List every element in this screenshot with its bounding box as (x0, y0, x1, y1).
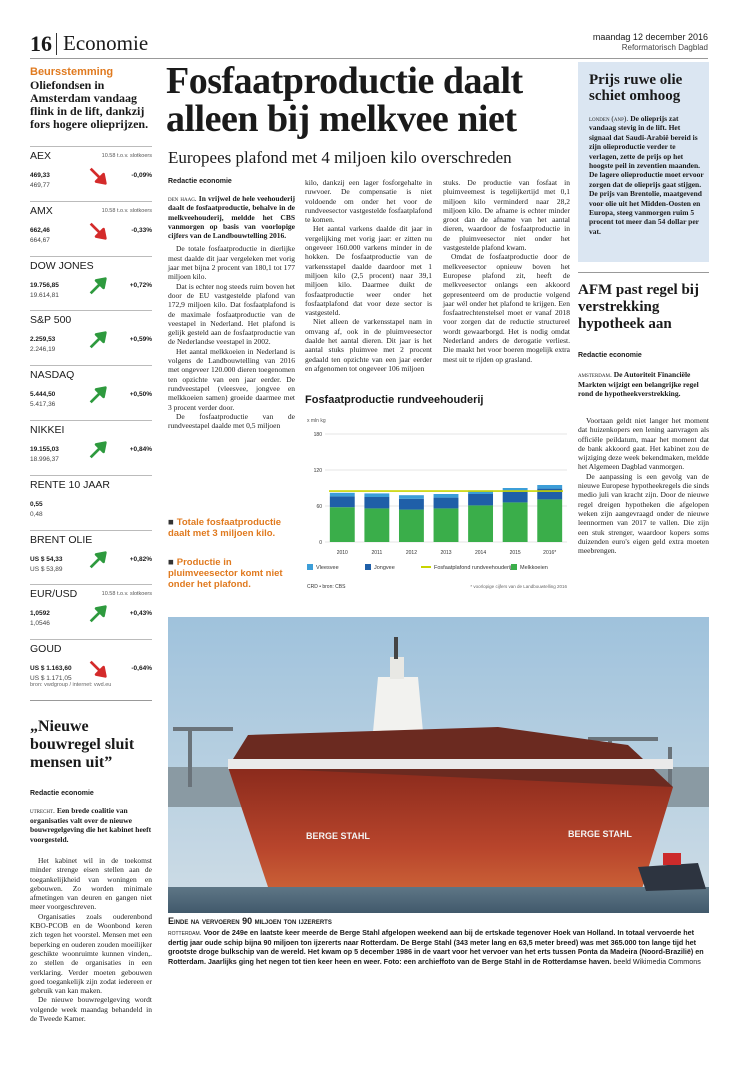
bar-melkkoeien (330, 507, 355, 542)
index-name: EUR/USD (30, 588, 78, 601)
index-change: +0,84% (129, 446, 152, 453)
afm-body (578, 416, 709, 555)
afm-lead-text: De Autoriteit Financiële Markten wijzigt een belangrijke regel rond de hypotheekverstrekking. (578, 370, 699, 398)
index-previous: 2.246,19 (30, 346, 56, 354)
paragraph: Omdat de fosfaatproductie door de melkveesector opnieuw boven het Europese plafond zit, heeft de melkveesector onlangs een akkoord gepresenteerd om de productie volgend jaar wél onder het plafond te krijgen. Een fosfaatrechtenstelsel moet er vanaf 2018 voor zorgen dat de reductie structureel wordt gewaarborgd. Het is nodig omdat Nederland anders de derogatie verliest. Die maakt het voor boeren mogelijk extra mest uit te rijden op grasland. (443, 252, 570, 364)
paper-name: Reformatorisch Dagblad (621, 43, 708, 52)
index-change: -0,09% (131, 172, 152, 179)
bar-melkkoeien (364, 508, 389, 542)
bouwregel-headline: „Nieuwe bouwregel sluit mensen uit” (30, 718, 135, 771)
issue-date: maandag 12 december 2016 (592, 32, 708, 42)
paragraph: Het kabinet wil in de toekomst minder strenge eisen stellen aan de toegankelijkheid van woningen en gebouwen. Zo worden minimale afmetingen van deuren en gangen niet meer voorgeschreven. (30, 856, 152, 912)
main-column-1 (168, 194, 295, 430)
index-change: +0,82% (129, 555, 152, 563)
y-tick-label: 0 (319, 540, 322, 546)
index-row (30, 310, 152, 366)
index-value: 5.444,50 (30, 391, 56, 399)
water (168, 887, 709, 913)
header-divider (56, 33, 57, 55)
paragraph: Het aantal melkkoeien in Nederland is volgens de Landbouwtelling van 2016 met ongeveer 120.000 dieren toegenomen ten opzichte van een jaar eerder. De rundveestapel (vleesvee, jongvee en melkkoeien samen) groeide daarmee met 3 procent verder door. (168, 346, 295, 412)
arrow-down-icon (87, 165, 109, 187)
afm-lead (578, 370, 709, 399)
bar-melkkoeien (399, 510, 424, 542)
bar-melkkoeien (503, 502, 528, 542)
index-value: 19.756,85 (30, 281, 59, 289)
bar-jongvee (399, 499, 424, 510)
index-previous: 0,48 (30, 510, 43, 518)
highlight-text: Totale fosfaatproductie daalt met 3 miljoen kilo. (168, 517, 282, 539)
index-change: +0,59% (129, 336, 152, 344)
index-change: +0,43% (129, 610, 152, 618)
main-lead-text: In vrijwel de hele veehouderij daalt de fosfaatproductie, behalve in de melkveehouderij, meldde het CBS vanmorgen op basis van voorlopige cijfers van de Landbouwtelling 2016. (168, 194, 296, 241)
phosphate-chart (305, 408, 570, 596)
paragraph: Niet alleen de varkensstapel nam in omvang af, ook in de pluimveesector daalde het aantal dieren. Dit jaar is het aantal stuks pluimvee met 2 procent gedaald ten opzichte van een jaar eerder en afgenomen tot ongeveer 106 miljoen (305, 317, 432, 373)
bouwregel-lead (30, 806, 152, 844)
index-name: S&P 500 (30, 314, 72, 327)
index-value: 662,46 (30, 226, 50, 234)
mast (390, 657, 404, 679)
index-previous: 5.417,36 (30, 401, 56, 409)
paragraph: Voortaan geldt niet langer het moment dat huizenkopers een lening aanvragen als officiële peildatum, maar het moment dat de bank akkoord gaat. Het kabinet zou de wijziging deze week bekendmaken, meldde het Algemeen Dagblad vanmorgen. (578, 416, 709, 472)
index-name: DOW JONES (30, 259, 94, 272)
arrow-up-icon (87, 384, 109, 406)
bullet-square-icon: ■ (168, 557, 174, 568)
ship-photo (168, 617, 709, 913)
paragraph: De aanpassing is een gevolg van de nieuwe Europese hypotheekregels die sinds medio juli van kracht zijn. Door de nieuwe regel dreigen hypotheken die afgelopen weken zijn aangevraagd onder de nieuwe leennormen van 2017 te vallen. Die zijn een stuk strenger, waardoor kopers soms duizenden euro's eigen geld extra moeten meebrengen. (578, 471, 709, 556)
main-column-3 (443, 178, 570, 364)
index-row (30, 475, 152, 531)
main-lead (168, 194, 295, 240)
bouwregel-body (30, 856, 152, 1023)
index-previous: 18.996,37 (30, 456, 59, 463)
index-row (30, 530, 152, 586)
bar-jongvee (468, 494, 493, 505)
x-tick-label: 2013 (440, 550, 452, 556)
legend-label: Fosfaatplafond rundveehouderij (434, 565, 512, 571)
index-value: 19.155,03 (30, 446, 59, 453)
x-tick-label: 2016* (543, 550, 557, 556)
bar-vleesvee (364, 493, 389, 497)
index-value: US $ 1.163,60 (30, 665, 72, 673)
index-previous: US $ 1.171,05 (30, 675, 72, 683)
ship-name-bow: BERGE STAHL (568, 829, 632, 839)
bullet-square-icon: ■ (168, 517, 174, 528)
ship-name-port: BERGE STAHL (306, 831, 370, 841)
index-row (30, 256, 152, 312)
bouwregel-place: utrecht. (30, 806, 55, 815)
index-name: NIKKEI (30, 424, 65, 436)
y-tick-label: 60 (316, 504, 322, 510)
paragraph: De fosfaatproductie van de rundveestapel daalde met 0,5 miljoen (168, 411, 295, 431)
x-tick-label: 2011 (371, 550, 383, 556)
arrow-up-icon (87, 275, 109, 297)
bar-vleesvee (330, 493, 355, 497)
bar-vleesvee (434, 494, 459, 498)
bar-vleesvee (537, 485, 562, 489)
highlight-quote-1 (168, 517, 295, 539)
index-value: US $ 54,33 (30, 555, 63, 563)
caption-text: Voor de 249e en laatste keer meerde de Berge Stahl afgelopen weekend aan bij de ertskade tegenover Hoek van Holland. In totaal vervoerde het dertig jaar oude schip bijna 90 miljoen ton ijzererts naar Rotterdam. De Berge Stahl (343 meter lang en 63,5 meter breed) was met 365.000 ton lange tijd het grootste droge bulkschip van de wereld. Het kwam op 5 december 1986 in de vaart voor het vervoer van het erts tussen Ponta da Madeira (Noord-Brazilië) en Rotterdam. Jaarlijks ging het negen tot tien keer heen en weer. Foto: een archieffoto van de Berge Stahl in de Rotterdamse haven. (168, 928, 704, 966)
bar-melkkoeien (537, 499, 562, 542)
section-title: Economie (63, 31, 149, 55)
photo-credit: beeld Wikimedia Commons (613, 956, 701, 966)
index-name: AEX (30, 150, 52, 162)
y-tick-label: 120 (313, 468, 322, 474)
header-rule (30, 58, 708, 59)
y-tick-label: 180 (313, 432, 322, 438)
index-change: -0,33% (131, 226, 152, 234)
chart-source: CRD • bron: CBS (307, 584, 346, 590)
photo-caption-head: Einde na vervoeren 90 miljoen ton ijzererts (168, 916, 332, 926)
beurs-headline: Oliefondsen in Amsterdam vandaag flink in de lift, dankzij fors hogere olieprijzen. (30, 78, 149, 131)
beurs-kicker: Beursstemming (30, 66, 114, 78)
bar-jongvee (503, 492, 528, 503)
arrow-down-icon (87, 658, 109, 680)
highlight-quote-2 (168, 557, 295, 590)
legend-swatch (511, 564, 517, 570)
index-previous: US $ 53,89 (30, 565, 63, 573)
tugboat-cabin (663, 853, 681, 865)
bar-melkkoeien (468, 505, 493, 542)
afm-byline: Redactie economie (578, 352, 642, 359)
index-value: 2.259,53 (30, 336, 56, 344)
afm-place: amsterdam. (578, 370, 612, 379)
index-previous: 1,0546 (30, 620, 50, 628)
index-change: +0,72% (129, 281, 152, 289)
olie-place: londen (anp). (589, 114, 629, 123)
olie-body (589, 114, 704, 236)
legend-swatch (365, 564, 371, 570)
index-value: 469,33 (30, 172, 50, 179)
superstructure (373, 677, 423, 732)
bouwregel-byline: Redactie economie (30, 790, 94, 797)
chart-footnote: * voorlopige cijfers van de Landbouwtelling 2016 (470, 584, 567, 589)
index-value: 0,55 (30, 500, 43, 508)
x-tick-label: 2012 (405, 550, 417, 556)
photo-caption (168, 928, 709, 966)
index-change: -0,64% (131, 665, 152, 673)
index-name: GOUD (30, 643, 62, 656)
main-byline: Redactie economie (168, 178, 232, 185)
paragraph: Dat is echter nog steeds ruim boven het door de EU vastgestelde plafond van 172,9 miljoen kilo. Dat fosfaatplafond is de maximale fosfaatproductie van de veestapel in Nederland. Het plafond is gelijk gesteld aan de fosfaatproductie van de Nederlandse veestapel in 2002. (168, 281, 295, 347)
x-tick-label: 2010 (336, 550, 348, 556)
highlight-text: Productie in pluimveesector komt niet onder het plafond. (168, 557, 283, 590)
main-column-2 (305, 178, 432, 373)
index-name: AMX (30, 204, 53, 217)
index-name: RENTE 10 JAAR (30, 478, 110, 491)
index-name: NASDAQ (30, 369, 75, 382)
arrow-up-icon (87, 549, 109, 571)
paragraph: De totale fosfaatproductie in dierlijke mest daalde dit jaar vergeleken met vorig jaar met bijna 2 procent van 180,1 tot 177 miljoen kilo. (168, 244, 295, 282)
paragraph: Organisaties zoals ouderenbond KBO-PCOB en de Woonbond keren zich tegen het voorstel. Mensen met een beperking en ouderen zouden moeilijker geschikte woonruimte kunnen vinden,. zo stellen de organisaties in een verklaring. Verder moeten gebouwen goed toegankelijk zijn zodat iedereen er gebruik van kan maken. (30, 911, 152, 996)
index-note: 10.58 t.o.v. slotkoers (101, 153, 152, 159)
arrow-down-icon (87, 220, 109, 242)
index-row (30, 365, 152, 421)
legend-swatch (307, 564, 313, 570)
bar-melkkoeien (434, 508, 459, 542)
legend-label: Jongvee (374, 565, 395, 571)
index-note: 10.58 t.o.v. slotkoers (101, 207, 152, 214)
index-row (30, 584, 152, 640)
index-name: BRENT OLIE (30, 533, 93, 546)
index-previous: 19.614,81 (30, 291, 59, 299)
paragraph: stuks. De productie van fosfaat in pluimveemest is tegelijkertijd met 0,1 miljoen kilo verminderd naar 28,2 miljoen kilo. De afname is echter minder groot dan de afname van het aantal dieren, waardoor de fosfaatproductie in de pluimveesector niet onder het vastgestelde plafond kwam. (443, 178, 570, 253)
bar-jongvee (434, 498, 459, 509)
arrow-up-icon (87, 329, 109, 351)
arrow-up-icon (87, 439, 109, 461)
rail (228, 759, 673, 769)
olie-text: De olieprijs zat vandaag stevig in de lift. Het signaal dat Saudi-Arabië bereid is zijn olieproductie verder te verlagen, zette de prijs op het hoogste peil in zeventien maanden. De lagere olieproductie moet ervoor zorgen dat de olieprijs gaat stijgen. De prijs van Brentolie, maatgevend voor olie uit het Midden-Oosten en Europa, steeg vanmorgen ruim 5 procent tot meer dan 54 dollar per vat. (589, 114, 704, 236)
tugboat (638, 863, 706, 891)
column-rule (578, 272, 709, 273)
index-value: 1,0592 (30, 610, 50, 618)
main-headline: Fosfaatproductie daalt alleen bij melkvee niet (166, 60, 523, 140)
x-tick-label: 2014 (475, 550, 487, 556)
beurs-source: bron: vwdgroup / internet: vwd.eu (30, 682, 112, 688)
index-row (30, 420, 152, 476)
paragraph: kilo, dankzij een lager fosforgehalte in ruwvoer. De compensatie is niet voldoende om onder het voor de rundveesector vastgestelde fosfaatplafond te komen. (305, 178, 432, 225)
page-number: 16 (30, 31, 52, 56)
chart-title: Fosfaatproductie rundveehouderij (305, 394, 484, 406)
index-change: +0,50% (129, 391, 152, 399)
arrow-up-icon (87, 603, 109, 625)
index-previous: 469,77 (30, 182, 50, 189)
bar-jongvee (330, 496, 355, 507)
column-rule (30, 700, 152, 701)
paragraph: De nieuwe bouwregelgeving wordt volgende week maandag behandeld in de Tweede Kamer. (30, 995, 152, 1024)
x-tick-label: 2015 (509, 550, 521, 556)
index-row (30, 146, 152, 202)
main-place: den haag. (168, 194, 197, 203)
olie-headline: Prijs ruwe olie schiet omhoog (589, 72, 683, 104)
y-axis-label: x mln kg (307, 418, 326, 424)
main-subheadline: Europees plafond met 4 miljoen kilo overschreden (168, 148, 512, 167)
bar-jongvee (537, 489, 562, 500)
legend-label: Melkkoeien (520, 565, 548, 571)
index-note: 10.58 t.o.v. slotkoers (101, 591, 152, 598)
bar-jongvee (364, 497, 389, 508)
bouwregel-lead-text: Een brede coalitie van organisaties valt over de nieuwe bouwregelgeving die het kabinet heeft voorgesteld. (30, 806, 152, 844)
antenna (394, 637, 398, 659)
index-row (30, 201, 152, 257)
legend-label: Vleesvee (316, 565, 339, 571)
paragraph: Het aantal varkens daalde dit jaar in vergelijking met vorig jaar: er zitten nu ongeveer 160.000 varkens minder in de hokken. De fosfaatproductie van de varkensstapel daalde daardoor met 1 miljoen kilo (2,5 procent) naar 39,1 miljoen kilo. Daarmee duikt de fosfaatproductie weer onder het fosfaatplafond dat voor deze sector is vastgesteld. (305, 224, 432, 318)
bar-vleesvee (399, 495, 424, 499)
index-previous: 664,67 (30, 236, 50, 244)
afm-headline: AFM past regel bij verstrekking hypotheek aan (578, 282, 699, 332)
caption-place: rotterdam. (168, 928, 202, 937)
